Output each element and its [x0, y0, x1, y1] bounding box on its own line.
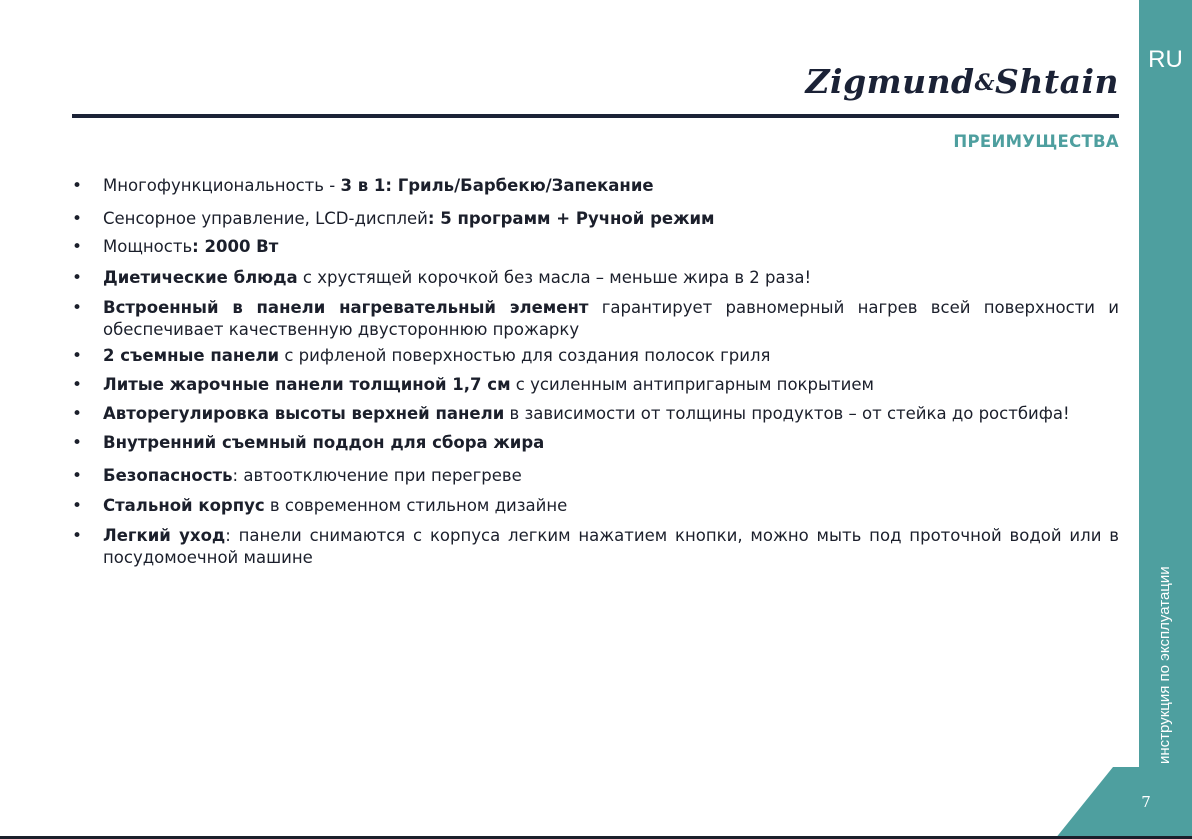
feature-text: Многофункциональность - 3 в 1: Гриль/Барбекю/Запекание [103, 176, 654, 195]
feature-item [72, 525, 1119, 569]
manual-caption: инструкция по эксплуатации [1156, 566, 1173, 764]
header-rule [72, 114, 1119, 118]
bullet-icon: • [72, 237, 83, 257]
brand-ampersand: & [974, 70, 996, 96]
feature-item [72, 374, 1119, 396]
feature-text: 2 съемные панели с рифленой поверхностью для создания полосок гриля [103, 346, 771, 365]
feature-item [72, 432, 1119, 454]
corner-tab [1055, 767, 1192, 839]
feature-text: Встроенный в панели нагревательный элемент гарантирует равномерный нагрев всей поверхности и обеспечивает качественную двустороннюю прожарку [103, 298, 1119, 339]
feature-text: Стальной корпус в современном стильном дизайне [103, 496, 568, 515]
feature-item [72, 403, 1119, 425]
feature-item [72, 175, 1119, 197]
feature-text: Безопасность: автоотключение при перегреве [103, 466, 522, 485]
bullet-icon: • [72, 346, 83, 366]
feature-item [72, 495, 1119, 517]
feature-text: Сенсорное управление, LCD-дисплей: 5 программ + Ручной режим [103, 209, 715, 228]
feature-text: Мощность: 2000 Вт [103, 237, 279, 256]
bullet-icon: • [72, 298, 83, 318]
bullet-icon: • [72, 466, 83, 486]
feature-text: Диетические блюда с хрустящей корочкой без масла – меньше жира в 2 раза! [103, 268, 812, 287]
feature-item [72, 236, 1119, 258]
section-title: ПРЕИМУЩЕСТВА [953, 132, 1119, 151]
bullet-icon: • [72, 433, 83, 453]
feature-item [72, 267, 1119, 289]
brand-name-left: Zigmund [805, 62, 975, 101]
bullet-icon: • [72, 404, 83, 424]
bullet-icon: • [72, 496, 83, 516]
bullet-icon: • [72, 375, 83, 395]
brand-logo [780, 62, 1119, 101]
brand-name-right: Shtain [995, 62, 1119, 101]
language-label: RU [1148, 46, 1183, 73]
bullet-icon: • [72, 268, 83, 288]
feature-text: Авторегулировка высоты верхней панели в зависимости от толщины продуктов – от стейка до ростбифа! [103, 404, 1070, 423]
feature-text: Литые жарочные панели толщиной 1,7 см с усиленным антипригарным покрытием [103, 375, 874, 394]
feature-text: Легкий уход: панели снимаются с корпуса легким нажатием кнопки, можно мыть под проточной водой или в посудомоечной машине [103, 526, 1119, 567]
feature-text: Внутренний съемный поддон для сбора жира [103, 433, 545, 452]
feature-item [72, 208, 1119, 230]
feature-item [72, 345, 1119, 367]
bullet-icon: • [72, 526, 83, 546]
feature-item [72, 465, 1119, 487]
feature-item [72, 297, 1119, 341]
bullet-icon: • [72, 209, 83, 229]
page-number: 7 [1141, 793, 1151, 811]
bullet-icon: • [72, 176, 83, 196]
